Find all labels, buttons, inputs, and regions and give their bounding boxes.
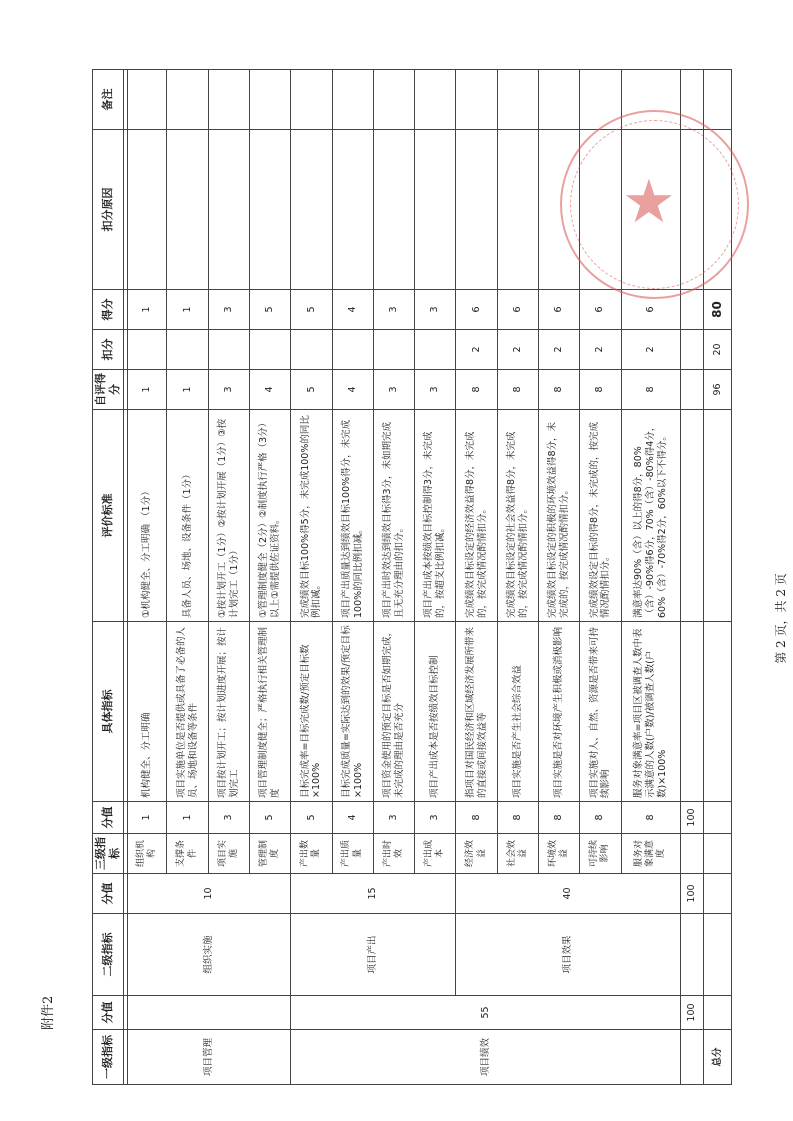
cell-deduct bbox=[291, 330, 332, 370]
cell-got: 6 bbox=[539, 290, 580, 330]
cell-self: 4 bbox=[250, 370, 291, 410]
star-icon: ★ bbox=[622, 167, 676, 237]
header-l2: 二级指标 bbox=[93, 914, 124, 996]
cell-self: 3 bbox=[415, 370, 456, 410]
cell-deduct bbox=[128, 330, 167, 370]
cell-perf-l1: 项目绩效 bbox=[291, 1030, 681, 1085]
cell-out-score: 15 bbox=[291, 874, 456, 914]
cell-deduct: 2 bbox=[456, 330, 497, 370]
header-deduct: 扣分 bbox=[93, 330, 124, 370]
cell-total-got: 80 bbox=[704, 290, 732, 330]
cell-deduct: 2 bbox=[580, 330, 621, 370]
header-score3: 分值 bbox=[93, 802, 124, 834]
cell-self: 8 bbox=[497, 370, 538, 410]
cell-standard: 完成绩效目标100%得5分，未完成100%的同比例扣减。 bbox=[291, 410, 332, 622]
cell-detail: 项目实施对人、自然、资源是否带来可持续影响 bbox=[580, 622, 621, 802]
header-l1: 一级指标 bbox=[93, 1030, 124, 1085]
cell-org-l2: 组织实施 bbox=[128, 914, 291, 996]
cell-top-score3: 100 bbox=[681, 802, 704, 834]
cell-total-deduct: 20 bbox=[704, 330, 732, 370]
cell-detail: 目标完成率=目标完成数/预定目标数×100% bbox=[291, 622, 332, 802]
cell-reason bbox=[291, 130, 332, 290]
cell-detail: 项目管理制度健全；严格执行相关管理制度 bbox=[250, 622, 291, 802]
cell-self: 4 bbox=[332, 370, 373, 410]
cell-s3: 8 bbox=[497, 802, 538, 834]
cell-got: 1 bbox=[167, 290, 208, 330]
cell-standard: 完成绩效目标设定的积极的环境效益得8分，未完成的，按完成情况酌情扣分。 bbox=[539, 410, 580, 622]
cell-s3: 8 bbox=[621, 802, 681, 834]
cell-standard: 完成绩效目标设定的经济效益得8分，未完成的，按完成情况酌情扣分。 bbox=[456, 410, 497, 622]
cell-detail: 项目实施是否产生社会综合效益 bbox=[497, 622, 538, 802]
cell-l3: 产出质量 bbox=[332, 834, 373, 874]
cell-got: 4 bbox=[332, 290, 373, 330]
header-standard: 评价标准 bbox=[93, 410, 124, 622]
cell-s3: 4 bbox=[332, 802, 373, 834]
cell-reason bbox=[373, 130, 414, 290]
cell-s3: 5 bbox=[250, 802, 291, 834]
cell-reason bbox=[332, 130, 373, 290]
cell-s3: 8 bbox=[539, 802, 580, 834]
cell-top-score1: 100 bbox=[681, 996, 704, 1030]
cell-l3: 可持续影响 bbox=[580, 834, 621, 874]
cell-got: 3 bbox=[373, 290, 414, 330]
cell-s3: 3 bbox=[373, 802, 414, 834]
header-note: 备注 bbox=[93, 70, 124, 130]
cell-reason bbox=[167, 130, 208, 290]
cell-deduct bbox=[208, 330, 249, 370]
cell-s3: 3 bbox=[208, 802, 249, 834]
cell-self: 8 bbox=[539, 370, 580, 410]
cell-reason bbox=[456, 130, 497, 290]
cell-deduct bbox=[373, 330, 414, 370]
cell-detail: 项目产出成本是否按绩效目标控制 bbox=[415, 622, 456, 802]
cell-standard: 完成绩效设定目标的得8分，未完成的，按完成情况酌情扣分。 bbox=[580, 410, 621, 622]
cell-note bbox=[128, 70, 167, 130]
attachment-label: 附件2 bbox=[41, 995, 56, 1030]
cell-note bbox=[539, 70, 580, 130]
cell-self: 8 bbox=[621, 370, 681, 410]
cell-got: 5 bbox=[250, 290, 291, 330]
cell-got: 1 bbox=[128, 290, 167, 330]
cell-org-score: 10 bbox=[128, 874, 291, 914]
cell-l3: 经济效益 bbox=[456, 834, 497, 874]
cell-l3: 社会效益 bbox=[497, 834, 538, 874]
cell-deduct: 2 bbox=[497, 330, 538, 370]
cell-top-score2: 100 bbox=[681, 874, 704, 914]
cell-note bbox=[497, 70, 538, 130]
cell-note bbox=[208, 70, 249, 130]
cell-deduct bbox=[250, 330, 291, 370]
cell-standard: 项目产出质量达到绩效目标100%得分，未完成100%的同比例扣减。 bbox=[332, 410, 373, 622]
cell-got: 3 bbox=[208, 290, 249, 330]
cell-standard: ①机构健全、分工明确 （1分） bbox=[128, 410, 167, 622]
cell-s3: 1 bbox=[128, 802, 167, 834]
cell-l3: 产出数量 bbox=[291, 834, 332, 874]
official-seal bbox=[560, 110, 749, 299]
cell-deduct bbox=[167, 330, 208, 370]
cell-detail: 指项目对国民经济和区域经济发展所带来的直接或间接效益等 bbox=[456, 622, 497, 802]
cell-reason bbox=[208, 130, 249, 290]
cell-detail: 项目按计划开工；按计划进度开展；按计划完工 bbox=[208, 622, 249, 802]
cell-l3: 组织机构 bbox=[128, 834, 167, 874]
cell-standard: ①管理制度健全（2分）②制度执行严格（3分）以上①需提供佐证资料。 bbox=[250, 410, 291, 622]
cell-detail: 项目实施是否对环境产生积极或消极影响 bbox=[539, 622, 580, 802]
cell-got: 3 bbox=[415, 290, 456, 330]
cell-deduct bbox=[332, 330, 373, 370]
cell-standard: 满意率达90%（含）以上的得8分，80%（含）-90%得6分，70%（含）-80%得4分，60%（含）-70%得2分，60%以下不得分。 bbox=[621, 410, 681, 622]
cell-deduct: 2 bbox=[621, 330, 681, 370]
cell-self: 8 bbox=[580, 370, 621, 410]
cell-detail: 机构健全、分工明确 bbox=[128, 622, 167, 802]
cell-reason bbox=[415, 130, 456, 290]
cell-out-l2: 项目产出 bbox=[291, 914, 456, 996]
cell-total-self: 96 bbox=[704, 370, 732, 410]
header-row bbox=[93, 70, 124, 1085]
header-score1: 分值 bbox=[93, 996, 124, 1030]
cell-l3: 产出时效 bbox=[373, 834, 414, 874]
cell-self: 1 bbox=[167, 370, 208, 410]
table-row bbox=[456, 70, 497, 1085]
header-score2: 分值 bbox=[93, 874, 124, 914]
cell-note bbox=[332, 70, 373, 130]
cell-got: 6 bbox=[497, 290, 538, 330]
cell-reason bbox=[497, 130, 538, 290]
cell-standard: 项目产出成本按绩效目标控制得3分，未完成的，按超支比例扣减。 bbox=[415, 410, 456, 622]
cell-l3: 支撑条件 bbox=[167, 834, 208, 874]
cell-eff-l2: 项目效果 bbox=[456, 914, 681, 996]
cell-eff-score: 40 bbox=[456, 874, 681, 914]
cell-s3: 3 bbox=[415, 802, 456, 834]
cell-total-label: 总分 bbox=[704, 1030, 732, 1085]
header-l3: 三级指标 bbox=[93, 834, 124, 874]
cell-reason bbox=[250, 130, 291, 290]
cell-got: 5 bbox=[291, 290, 332, 330]
cell-detail: 项目资金使用的预定目标是否如期完成，未完成的理由是否充分 bbox=[373, 622, 414, 802]
cell-perf-score: 55 bbox=[291, 996, 681, 1030]
cell-standard: ①按计划开工（1分）②按计划开展（1分）③按计划完工（1分） bbox=[208, 410, 249, 622]
cell-s3: 1 bbox=[167, 802, 208, 834]
cell-note bbox=[167, 70, 208, 130]
cell-mgmt-l1: 项目管理 bbox=[128, 1030, 291, 1085]
cell-note bbox=[415, 70, 456, 130]
cell-s3: 8 bbox=[456, 802, 497, 834]
cell-standard: 完成绩效目标设定的社会效益得8分，未完成的，按完成情况酌情扣分。 bbox=[497, 410, 538, 622]
cell-got: 6 bbox=[456, 290, 497, 330]
cell-s3: 5 bbox=[291, 802, 332, 834]
cell-detail: 目标完成质量=实际达到的效果/预定目标×100% bbox=[332, 622, 373, 802]
cell-deduct: 2 bbox=[539, 330, 580, 370]
cell-got: 6 bbox=[580, 290, 621, 330]
header-got: 得分 bbox=[93, 290, 124, 330]
cell-reason bbox=[128, 130, 167, 290]
cell-l3: 管理制度 bbox=[250, 834, 291, 874]
cell-deduct bbox=[415, 330, 456, 370]
cell-l3: 服务对象满意度 bbox=[621, 834, 681, 874]
cell-got: 6 bbox=[621, 290, 681, 330]
cell-s3: 8 bbox=[580, 802, 621, 834]
cell-self: 3 bbox=[208, 370, 249, 410]
cell-self: 3 bbox=[373, 370, 414, 410]
cell-l3: 产出成本 bbox=[415, 834, 456, 874]
cell-detail: 服务对象满意率=项目区被调查人数中表示满意的人数(户数)/被调查人数(户数)×100% bbox=[621, 622, 681, 802]
cell-detail: 项目实施单位是否提供或具备了必备的人员、场地和设备等条件 bbox=[167, 622, 208, 802]
header-detail: 具体指标 bbox=[93, 622, 124, 802]
page-number: 第 2 页，共 2 页 bbox=[773, 573, 788, 664]
cell-l3: 环境效益 bbox=[539, 834, 580, 874]
cell-self: 5 bbox=[291, 370, 332, 410]
cell-standard: 项目产出时效达到绩效目标得3分，未如期完成且无充分理由的扣分。 bbox=[373, 410, 414, 622]
header-reason: 扣分原因 bbox=[93, 130, 124, 290]
cell-note bbox=[291, 70, 332, 130]
header-self: 自评得分 bbox=[93, 370, 124, 410]
cell-note bbox=[250, 70, 291, 130]
cell-standard: 具备人员、场地、设备条件（1分） bbox=[167, 410, 208, 622]
cell-note bbox=[456, 70, 497, 130]
cell-note bbox=[373, 70, 414, 130]
table-row bbox=[128, 70, 167, 1085]
cell-l3: 项目实施 bbox=[208, 834, 249, 874]
cell-self: 1 bbox=[128, 370, 167, 410]
cell-self: 8 bbox=[456, 370, 497, 410]
table-row bbox=[291, 70, 332, 1085]
